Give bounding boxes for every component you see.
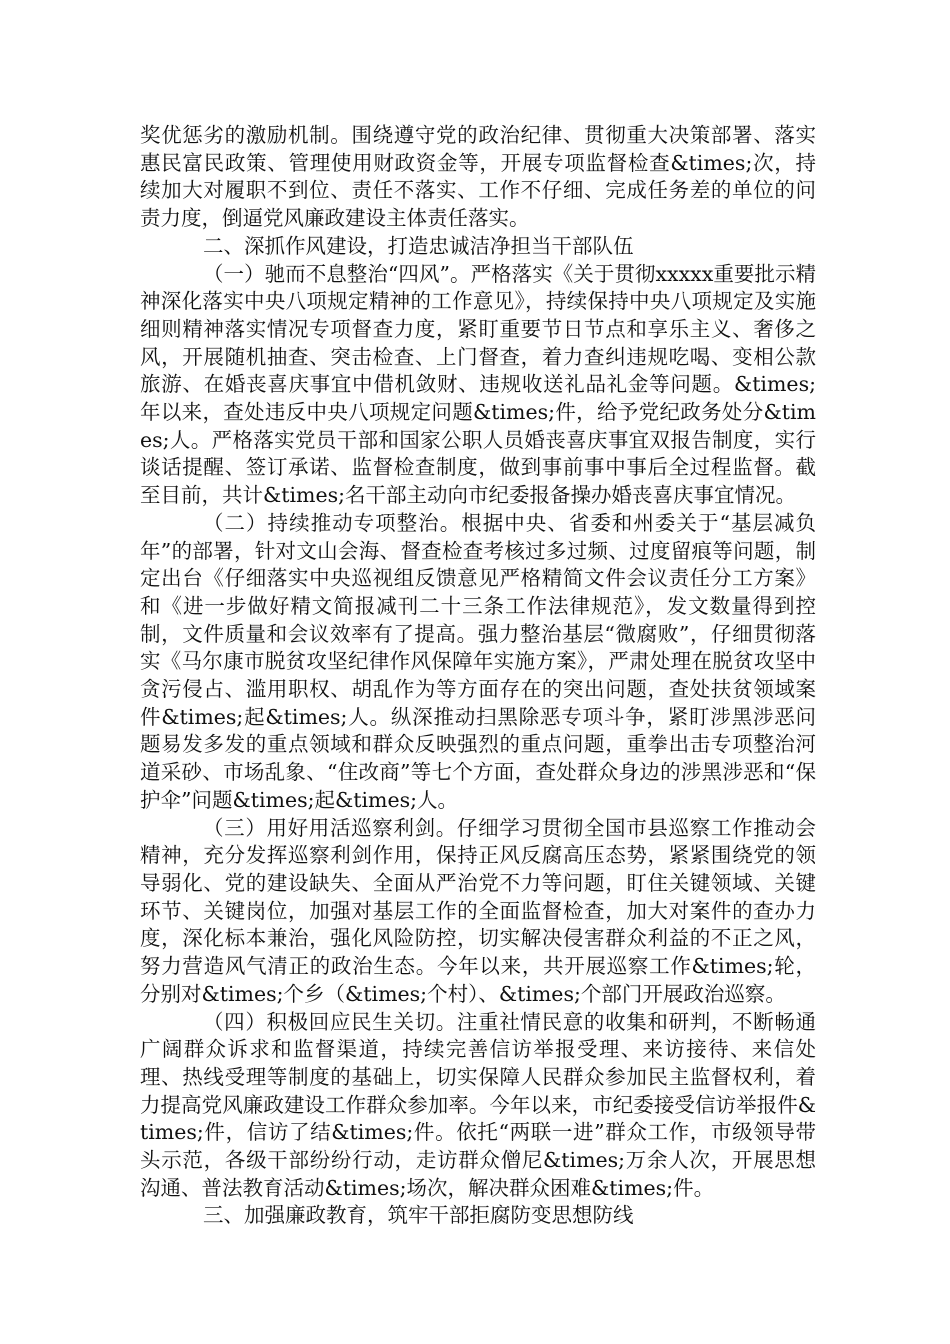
paragraph-inspection: （三）用好用活巡察利剑。仔细学习贯彻全国市县巡察工作推动会精神，充分发挥巡察利剑作用，保持正风反腐高压态势，紧紧围绕党的领导弱化、党的建设缺失、全面从严治党不力等问题，盯住关键领域、关键环节、关键岗位，加强对基层工作的全面监督检查，加大对案件的查办力度，深化标本兼治，强化风险防控，切实解决侵害群众利益的不正之风，努力营造风气清正的政治生态。今年以来，共开展巡察工作&times;轮，分别对&times;个乡（&times;个村）、&times;个部门开展政治巡察。 <box>140 815 816 1006</box>
paragraph-four-winds: （一）驰而不息整治“四风”。严格落实《关于贯彻xxxxx重要批示精神深化落实中央八项规定精神的工作意见》，持续保持中央八项规定及实施细则精神落实情况专项督查力度，紧盯重要节日节点和享乐主义、奢侈之风，开展随机抽查、突击检查、上门督查，着力查纠违规吃喝、变相公款旅游、在婚丧喜庆事宜中借机敛财、违规收送礼品礼金等问题。&times;年以来，查处违反中央八项规定问题&times;件，给予党纪政务处分&times;人。严格落实党员干部和国家公职人员婚丧喜庆事宜双报告制度，实行谈话提醒、签订承诺、监督检查制度，做到事前事中事后全过程监督。截至目前，共计&times;名干部主动向市纪委报备操办婚丧喜庆事宜情况。 <box>140 261 816 508</box>
document-body <box>140 122 816 1230</box>
section-heading-two: 二、深抓作风建设，打造忠诚洁净担当干部队伍 <box>203 233 634 258</box>
paragraph-special-rectification: （二）持续推动专项整治。根据中央、省委和州委关于“基层减负年”的部署，针对文山会海、督查检查考核过多过频、过度留痕等问题，制定出台《仔细落实中央巡视组反馈意见严格精简文件会议责任分工方案》和《进一步做好精文简报减刊二十三条工作法律规范》，发文数量得到控制，文件质量和会议效率有了提高。强力整治基层“微腐败”，仔细贯彻落实《马尔康市脱贫攻坚纪律作风保障年实施方案》，严肃处理在脱贫攻坚中贪污侵占、滥用职权、胡乱作为等方面存在的突出问题，查处扶贫领域案件&times;起&times;人。纵深推动扫黑除恶专项斗争，紧盯涉黑涉恶问题易发多发的重点领域和群众反映强烈的重点问题，重拳出击专项整治河道采砂、市场乱象、“住改商”等七个方面，查处群众身边的涉黑涉恶和“保护伞”问题&times;起&times;人。 <box>140 510 816 812</box>
paragraph-incentive-mechanism: 奖优惩劣的激励机制。围绕遵守党的政治纪律、贯彻重大决策部署、落实惠民富民政策、管理使用财政资金等，开展专项监督检查&times;次，持续加大对履职不到位、责任不落实、工作不仔细、完成任务差的单位的问责力度，倒逼党风廉政建设主体责任落实。 <box>140 123 816 231</box>
section-heading-three: 三、加强廉政教育，筑牢干部拒腐防变思想防线 <box>203 1203 634 1228</box>
paragraph-livelihood-concerns: （四）积极回应民生关切。注重社情民意的收集和研判，不断畅通广阔群众诉求和监督渠道，持续完善信访举报受理、来访接待、来信处理、热线受理等制度的基础上，切实保障人民群众参加民主监督权利，着力提高党风廉政建设工作群众参加率。今年以来，市纪委接受信访举报件&times;件，信访了结&times;件。依托“两联一进”群众工作，市级领导带头示范，各级干部纷纷行动，走访群众僧尼&times;万余人次，开展思想沟通、普法教育活动&times;场次，解决群众困难&times;件。 <box>140 1009 816 1200</box>
